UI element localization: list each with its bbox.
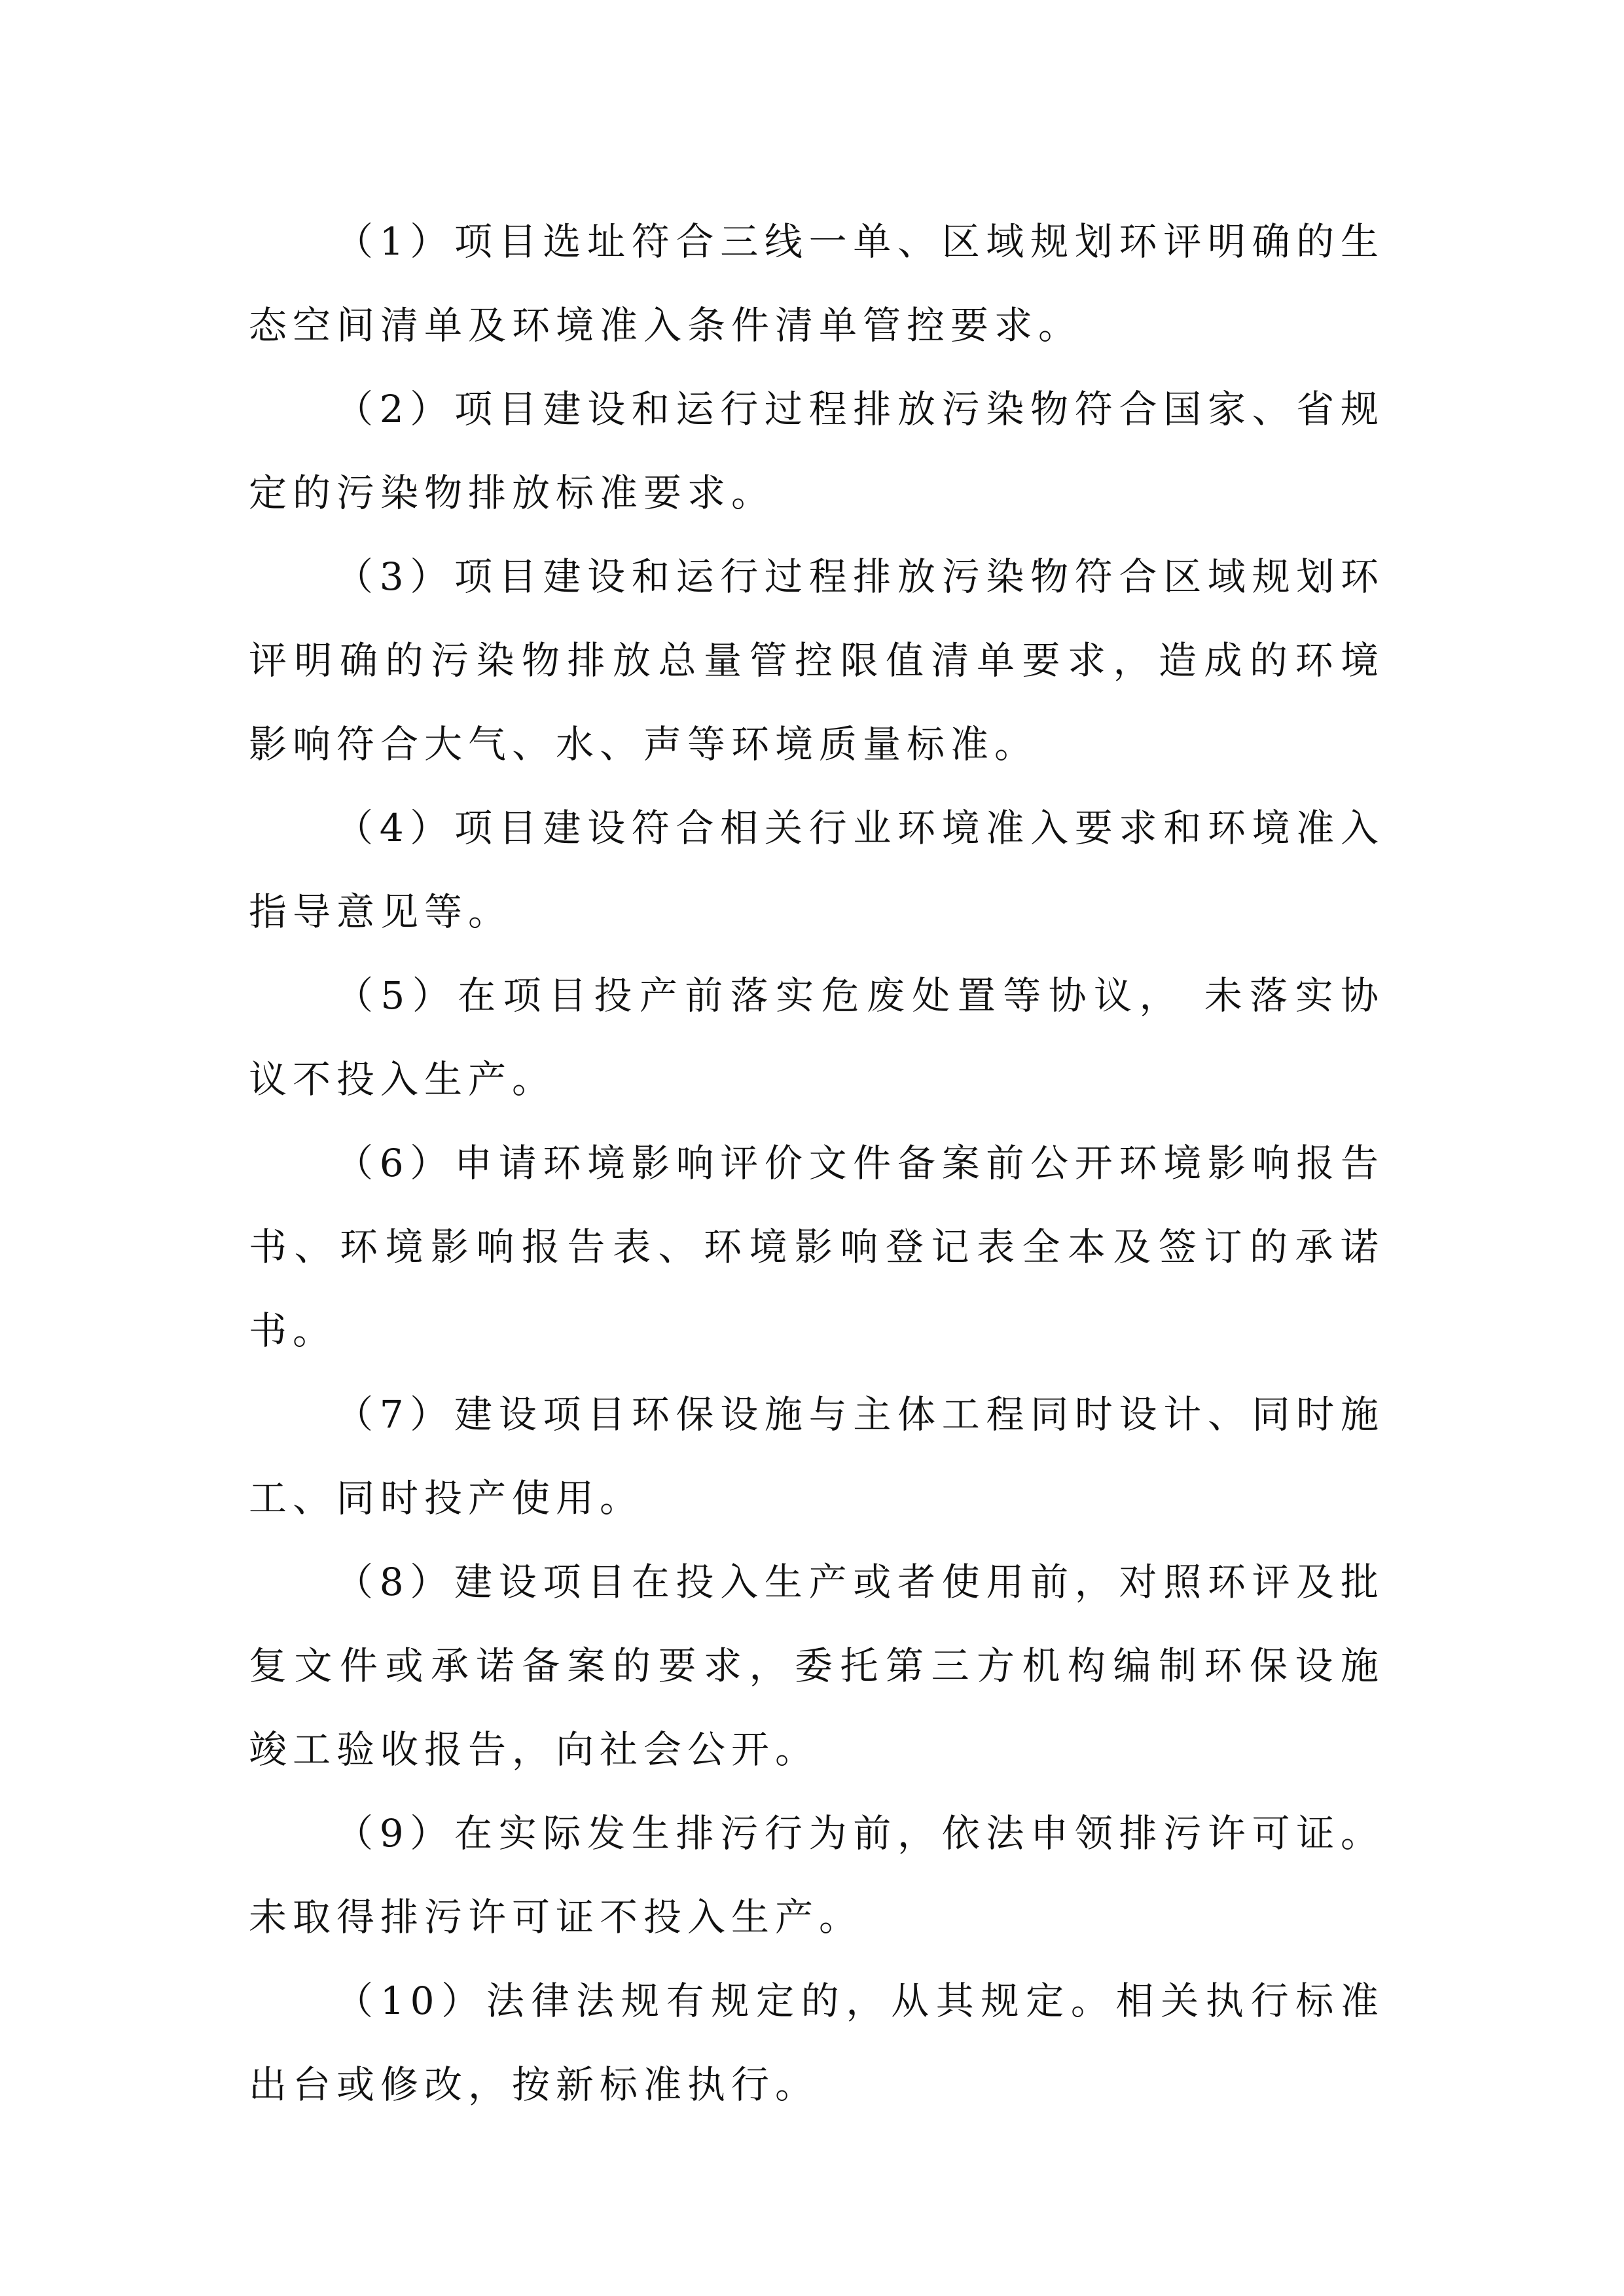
paragraph-item-8: （8）建设项目在投入生产或者使用前，对照环评及批复文件或承诺备案的要求，委托第三方机构编制环保设施竣工验收报告，向社会公开。 [249, 1560, 1384, 1772]
paragraph-item-3: （3）项目建设和运行过程排放污染物符合区域规划环评明确的污染物排放总量管控限值清单要求，造成的环境影响符合大气、水、声等环境质量标准。 [249, 554, 1384, 766]
paragraph-item-10: （10）法律法规有规定的，从其规定。相关执行标准出台或修改，按新标准执行。 [249, 1979, 1384, 2107]
paragraph-item-4: （4）项目建设符合相关行业环境准入要求和环境准入指导意见等。 [249, 806, 1384, 934]
paragraph-item-2: （2）项目建设和运行过程排放污染物符合国家、省规定的污染物排放标准要求。 [249, 387, 1384, 515]
document-body [249, 200, 1384, 2126]
paragraph-item-6: （6）申请环境影响评价文件备案前公开环境影响报告书、环境影响报告表、环境影响登记表全本及签订的承诺书。 [249, 1141, 1384, 1353]
paragraph-item-5: （5）在项目投产前落实危废处置等协议， 未落实协议不投入生产。 [249, 973, 1384, 1102]
paragraph-item-7: （7）建设项目环保设施与主体工程同时设计、同时施工、同时投产使用。 [249, 1392, 1384, 1520]
paragraph-item-1: （1）项目选址符合三线一单、区域规划环评明确的生态空间清单及环境准入条件清单管控要求。 [249, 219, 1384, 348]
paragraph-item-9: （9）在实际发生排污行为前，依法申领排污许可证。未取得排污许可证不投入生产。 [249, 1811, 1384, 1939]
